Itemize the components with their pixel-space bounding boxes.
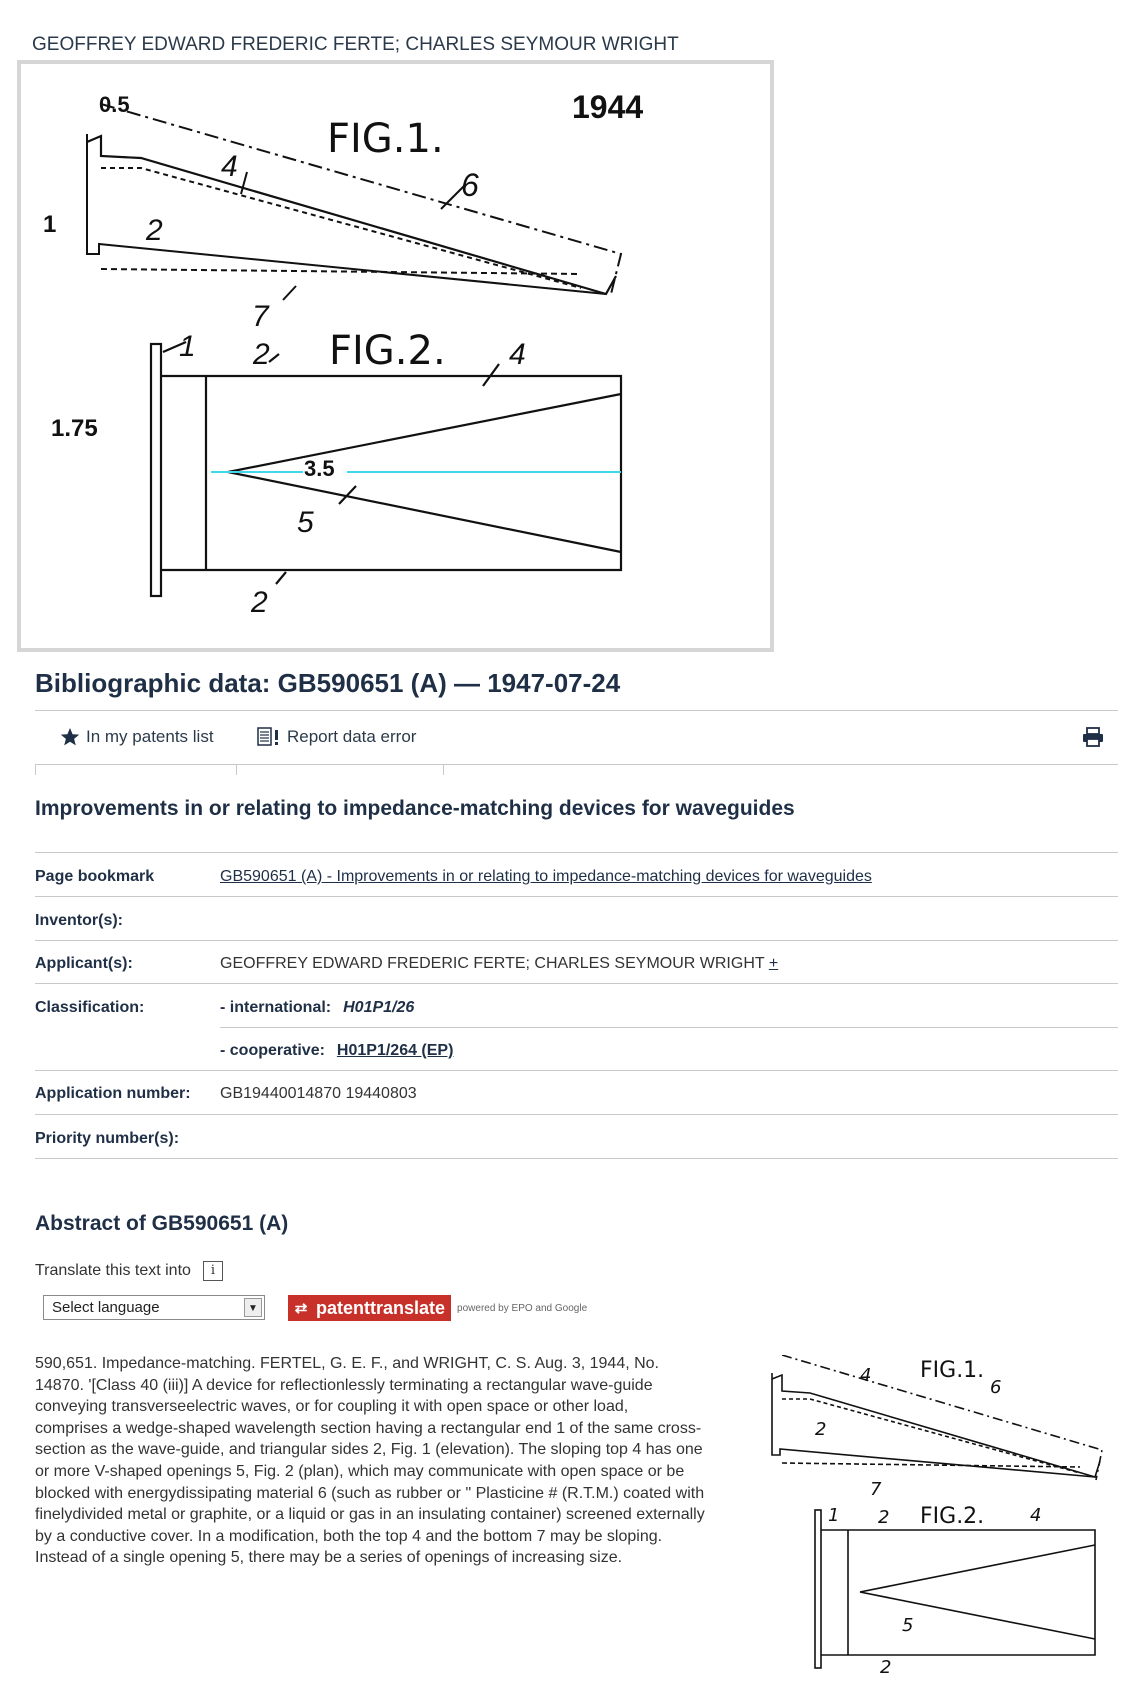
classification-label: Classification: bbox=[35, 999, 145, 1016]
tick bbox=[35, 765, 36, 775]
report-error-label: Report data error bbox=[287, 727, 417, 746]
applicants-more-link[interactable]: + bbox=[768, 955, 779, 972]
patent-drawing-svg bbox=[21, 64, 770, 648]
class-international-row bbox=[220, 999, 414, 1017]
drawing-caption-text: GEOFFREY EDWARD FREDERIC FERTE; CHARLES SEYMOUR WRIGHT bbox=[32, 34, 679, 55]
priority-number-label: Priority number(s): bbox=[35, 1130, 180, 1147]
year-annotation: 1944 bbox=[572, 89, 644, 125]
my-patents-link[interactable] bbox=[60, 727, 214, 747]
class-international-value: H01P1/26 bbox=[343, 999, 415, 1016]
thumb-fig1-label: FIG.1. bbox=[920, 1358, 985, 1383]
translate-label: Translate this text into bbox=[35, 1262, 191, 1279]
document-title: Improvements in or relating to impedance-matching devices for waveguides bbox=[35, 797, 795, 820]
print-button[interactable] bbox=[1082, 727, 1104, 747]
ref-4-fig2: 4 bbox=[509, 338, 526, 371]
tick bbox=[443, 765, 444, 775]
star-icon bbox=[60, 727, 80, 747]
page-bookmark-link-wrap bbox=[220, 868, 872, 886]
application-number-value: GB19440014870 19440803 bbox=[220, 1085, 417, 1102]
divider bbox=[35, 983, 1118, 984]
thumb-fig2-label: FIG.2. bbox=[920, 1504, 985, 1529]
ref-2-fig1: 2 bbox=[146, 214, 163, 247]
fig2-drawing bbox=[151, 342, 621, 596]
applicants-label: Applicant(s): bbox=[35, 955, 133, 972]
ref-4-fig1: 4 bbox=[221, 150, 238, 183]
class-cooperative-link[interactable]: H01P1/264 (EP) bbox=[336, 1042, 454, 1059]
report-icon bbox=[257, 727, 281, 747]
thumb-ref-2: 2 bbox=[815, 1419, 827, 1440]
page-bookmark-link[interactable]: GB590651 (A) - Improvements in or relating to impedance-matching devices for waveguides bbox=[220, 868, 872, 885]
ref-6-fig1: 6 bbox=[461, 167, 479, 203]
powered-by-label: powered by EPO and Google bbox=[457, 1302, 588, 1314]
language-select[interactable] bbox=[43, 1295, 265, 1320]
divider bbox=[35, 1070, 1118, 1071]
my-patents-label: In my patents list bbox=[86, 727, 214, 746]
fig2-label: FIG.2. bbox=[329, 328, 446, 374]
divider bbox=[35, 940, 1118, 941]
divider bbox=[35, 896, 1118, 897]
tick bbox=[236, 765, 237, 775]
abstract-text: 590,651. Impedance-matching. FERTEL, G. E. F., and WRIGHT, C. S. Aug. 3, 1944, No. 14870. '[Class 40 (iii)] A device for reflectionlessly terminating a rectangular wave-guide conveying transverseelectric waves, or for coupling it with open space or other load, comprises a wedge-shaped wavelength section having a rectangular end 1 of the same cross-section as the wave-guide, and triangular sides 2, Fig. 1 (elevation). The sloping top 4 has one or more V-shaped openings 5, Fig. 2 (plan), which may communicate with open space or be blocked with energydissipating material 6 (such as rubber or " Plasticine # (R.T.M.) coated with finelydivided metal or graphite, or a liquid or gas in an insulating container) screened externally by a conductive cover. In a modification, both the top 4 and the bottom 7 may be sloping. Instead of a single opening 5, there may be a series of openings of increasing size. bbox=[35, 1355, 705, 1567]
abstract-title: Abstract of GB590651 (A) bbox=[35, 1212, 289, 1235]
toolbar-divider bbox=[35, 764, 1118, 765]
abstract-thumbnail-drawing[interactable] bbox=[740, 1355, 1110, 1680]
dim-left-2: 1.75 bbox=[51, 415, 98, 442]
thumb-ref-7: 7 bbox=[870, 1479, 882, 1500]
inventors-label: Inventor(s): bbox=[35, 912, 123, 929]
language-select-value: Select language bbox=[52, 1299, 160, 1316]
print-icon bbox=[1082, 727, 1104, 747]
dim-left-1: 1 bbox=[43, 211, 57, 238]
ref-5-fig2: 5 bbox=[297, 506, 314, 539]
thumb-ref-2-c: 2 bbox=[880, 1657, 892, 1675]
divider bbox=[35, 852, 1118, 853]
patenttranslate-button[interactable] bbox=[288, 1295, 587, 1321]
ref-1-fig2: 1 bbox=[179, 330, 196, 363]
divider bbox=[35, 1158, 1118, 1159]
page-bookmark-label: Page bookmark bbox=[35, 868, 155, 885]
divider bbox=[35, 1114, 1118, 1115]
class-cooperative-label: - cooperative: bbox=[220, 1042, 325, 1059]
translate-arrows-icon: ⇄ bbox=[288, 1295, 314, 1321]
class-international-label: - international: bbox=[220, 999, 332, 1016]
ref-2-fig2-bottom: 2 bbox=[251, 586, 268, 619]
page-title: Bibliographic data: GB590651 (A) — 1947-07-24 bbox=[35, 668, 621, 698]
patent-drawing[interactable] bbox=[17, 60, 774, 652]
thumb-ref-4: 4 bbox=[860, 1365, 872, 1386]
applicants-value: GEOFFREY EDWARD FREDERIC FERTE; CHARLES SEYMOUR WRIGHT bbox=[220, 955, 765, 972]
thumb-ref-5: 5 bbox=[902, 1615, 914, 1636]
thumb-ref-6: 6 bbox=[990, 1377, 1002, 1398]
thumb-ref-4-b: 4 bbox=[1030, 1505, 1042, 1526]
divider bbox=[35, 710, 1118, 711]
thumb-ref-1: 1 bbox=[828, 1505, 840, 1526]
report-error-link[interactable] bbox=[257, 727, 416, 747]
dim-top-label: 0.5 bbox=[99, 92, 130, 117]
translate-label-row bbox=[35, 1261, 223, 1281]
divider bbox=[220, 1027, 1118, 1028]
thumbnail-svg bbox=[740, 1355, 1110, 1675]
info-icon[interactable]: i bbox=[203, 1261, 223, 1281]
thumb-fig2 bbox=[815, 1510, 1095, 1668]
thumb-ref-2-b: 2 bbox=[878, 1507, 890, 1528]
class-cooperative-row bbox=[220, 1042, 453, 1060]
application-number-label: Application number: bbox=[35, 1085, 191, 1102]
drawing-caption bbox=[32, 34, 679, 56]
ref-2-fig2-top: 2 bbox=[253, 338, 270, 371]
fig1-label: FIG.1. bbox=[327, 116, 444, 162]
dim-center-label: 3.5 bbox=[304, 456, 335, 481]
patenttranslate-label: patenttranslate bbox=[314, 1295, 451, 1321]
dropdown-arrow-icon: ▼ bbox=[244, 1298, 262, 1317]
ref-7-fig1: 7 bbox=[252, 300, 269, 333]
applicants-value-row bbox=[220, 955, 778, 973]
